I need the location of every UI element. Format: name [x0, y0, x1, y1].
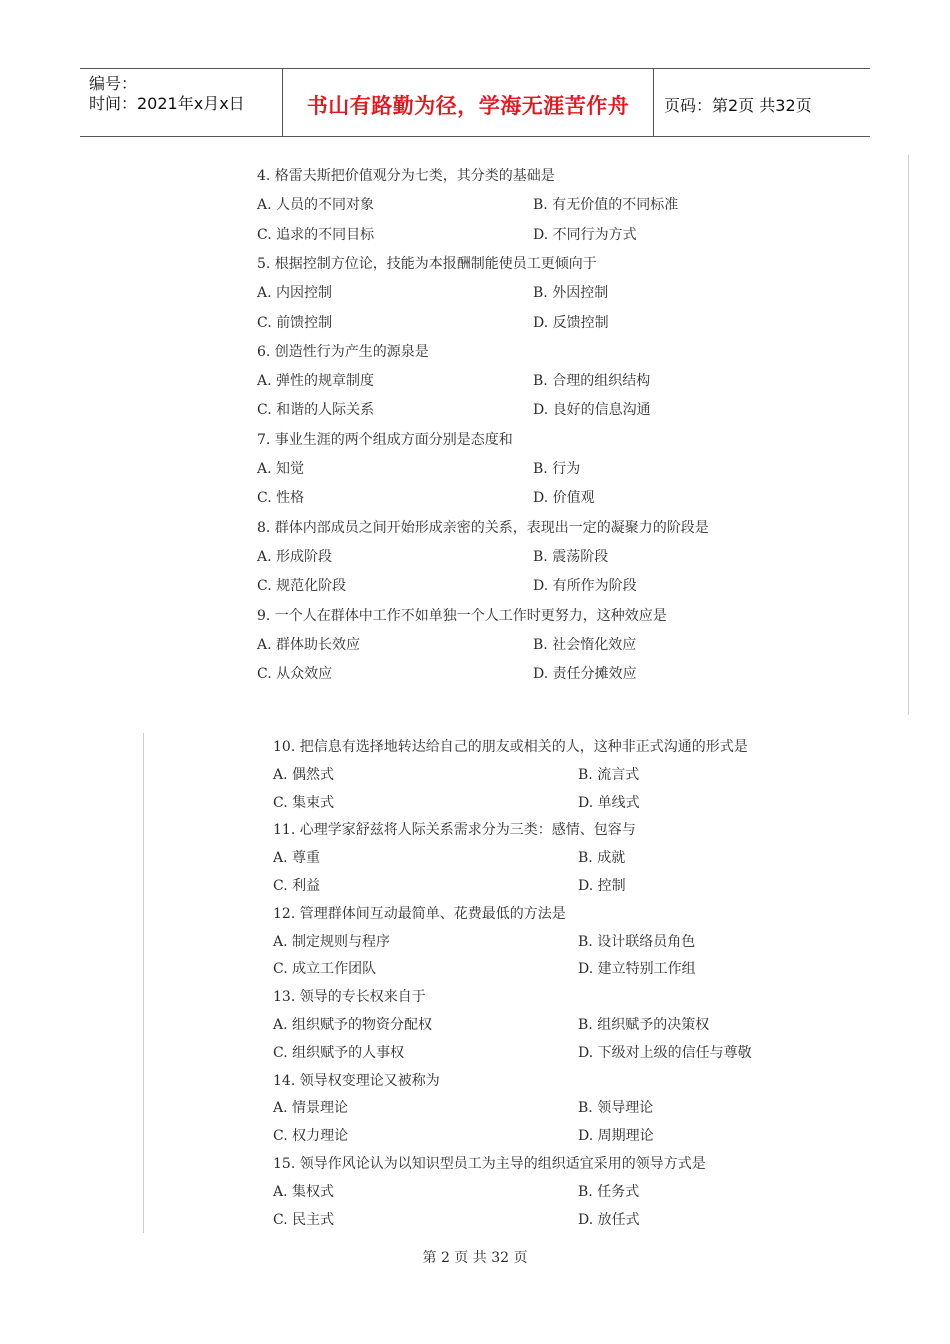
- answer-option: B. 有无价值的不同标准: [533, 197, 679, 214]
- answer-option: B. 流言式: [578, 766, 640, 783]
- answer-option: D. 不同行为方式: [533, 226, 637, 243]
- header-right-cell: [654, 69, 870, 136]
- answer-option: A. 尊重: [273, 850, 321, 867]
- answer-option: D. 控制: [578, 878, 626, 894]
- header-left-cell: [80, 69, 283, 136]
- answer-option: D. 责任分摊效应: [533, 666, 637, 683]
- answer-option: C. 权力理论: [273, 1128, 349, 1145]
- doc-code-label: 编号：: [89, 74, 138, 93]
- answer-option: A. 集权式: [273, 1183, 335, 1200]
- answer-option: B. 成就: [578, 850, 626, 867]
- answer-option: D. 反馈控制: [533, 314, 609, 331]
- question-stem: 10. 把信息有选择地转达给自己的朋友或相关的人，这种非正式沟通的形式是: [273, 739, 748, 755]
- answer-option: A. 组织赋予的物资分配权: [273, 1017, 433, 1033]
- answer-option: B. 组织赋予的决策权: [578, 1017, 710, 1033]
- answer-option: B. 社会惰化效应: [533, 636, 637, 653]
- answer-option: D. 下级对上级的信任与尊敬: [578, 1044, 752, 1061]
- answer-option: D. 建立特别工作组: [578, 961, 696, 978]
- answer-option: D. 有所作为阶段: [533, 578, 637, 595]
- answer-option: D. 良好的信息沟通: [533, 402, 651, 419]
- answer-option: A. 制定规则与程序: [273, 933, 391, 950]
- answer-option: C. 民主式: [273, 1211, 335, 1228]
- answer-option: B. 设计联络员角色: [578, 933, 696, 950]
- question-stem: 9. 一个人在群体中工作不如单独一个人工作时更努力，这种效应是: [257, 607, 667, 624]
- header-middle-cell: [283, 69, 654, 136]
- question-stem: 14. 领导权变理论又被称为: [273, 1072, 440, 1089]
- answer-option: A. 偶然式: [273, 766, 335, 783]
- answer-option: B. 领导理论: [578, 1100, 654, 1117]
- answer-option: C. 集束式: [273, 794, 335, 811]
- answer-option: D. 单线式: [578, 794, 640, 811]
- answer-option: B. 行为: [533, 461, 581, 477]
- answer-option: C. 利益: [273, 878, 321, 894]
- right-margin-line: [908, 155, 909, 715]
- header-motto: 书山有路勤为径，学海无涯苦作舟: [306, 94, 630, 118]
- answer-option: C. 规范化阶段: [257, 578, 347, 595]
- question-stem: 4. 格雷夫斯把价值观分为七类，其分类的基础是: [257, 168, 555, 184]
- answer-option: D. 放任式: [578, 1211, 640, 1228]
- page-footer: 第 2 页 共 32 页: [422, 1250, 528, 1266]
- answer-option: A. 弹性的规章制度: [257, 373, 375, 390]
- answer-option: A. 人员的不同对象: [257, 197, 375, 214]
- question-stem: 11. 心理学家舒兹将人际关系需求分为三类：感情、包容与: [273, 822, 636, 839]
- answer-option: C. 成立工作团队: [273, 961, 377, 978]
- answer-option: D. 价值观: [533, 490, 595, 507]
- answer-option: A. 形成阶段: [257, 548, 333, 565]
- question-stem: 12. 管理群体间互动最简单、花费最低的方法是: [273, 905, 566, 922]
- answer-option: B. 震荡阶段: [533, 548, 609, 565]
- header-page-number: 页码：第2页 共32页: [664, 96, 812, 115]
- answer-option: B. 任务式: [578, 1183, 640, 1200]
- answer-option: A. 内因控制: [257, 285, 333, 302]
- answer-option: C. 和谐的人际关系: [257, 402, 375, 419]
- answer-option: C. 组织赋予的人事权: [273, 1044, 405, 1061]
- answer-option: C. 追求的不同目标: [257, 226, 375, 243]
- answer-option: D. 周期理论: [578, 1128, 654, 1145]
- answer-option: A. 情景理论: [273, 1100, 349, 1117]
- answer-option: C. 前馈控制: [257, 314, 333, 331]
- question-stem: 8. 群体内部成员之间开始形成亲密的关系，表现出一定的凝聚力的阶段是: [257, 519, 709, 536]
- question-stem: 13. 领导的专长权来自于: [273, 989, 426, 1006]
- answer-option: A. 知觉: [257, 461, 305, 477]
- answer-option: C. 从众效应: [257, 666, 333, 683]
- answer-option: C. 性格: [257, 490, 305, 507]
- answer-option: A. 群体助长效应: [257, 636, 361, 653]
- question-stem: 5. 根据控制方位论，技能为本报酬制能使员工更倾向于: [257, 255, 597, 272]
- page-header: [80, 68, 870, 137]
- answer-option: B. 外因控制: [533, 285, 609, 302]
- answer-option: B. 合理的组织结构: [533, 373, 651, 390]
- doc-time-label: 时间：2021年x月x日: [89, 94, 245, 113]
- question-stem: 6. 创造性行为产生的源泉是: [257, 343, 429, 360]
- left-margin-line: [143, 733, 144, 1233]
- question-stem: 15. 领导作风论认为以知识型员工为主导的组织适宜采用的领导方式是: [273, 1156, 706, 1172]
- question-stem: 7. 事业生涯的两个组成方面分别是态度和: [257, 431, 513, 448]
